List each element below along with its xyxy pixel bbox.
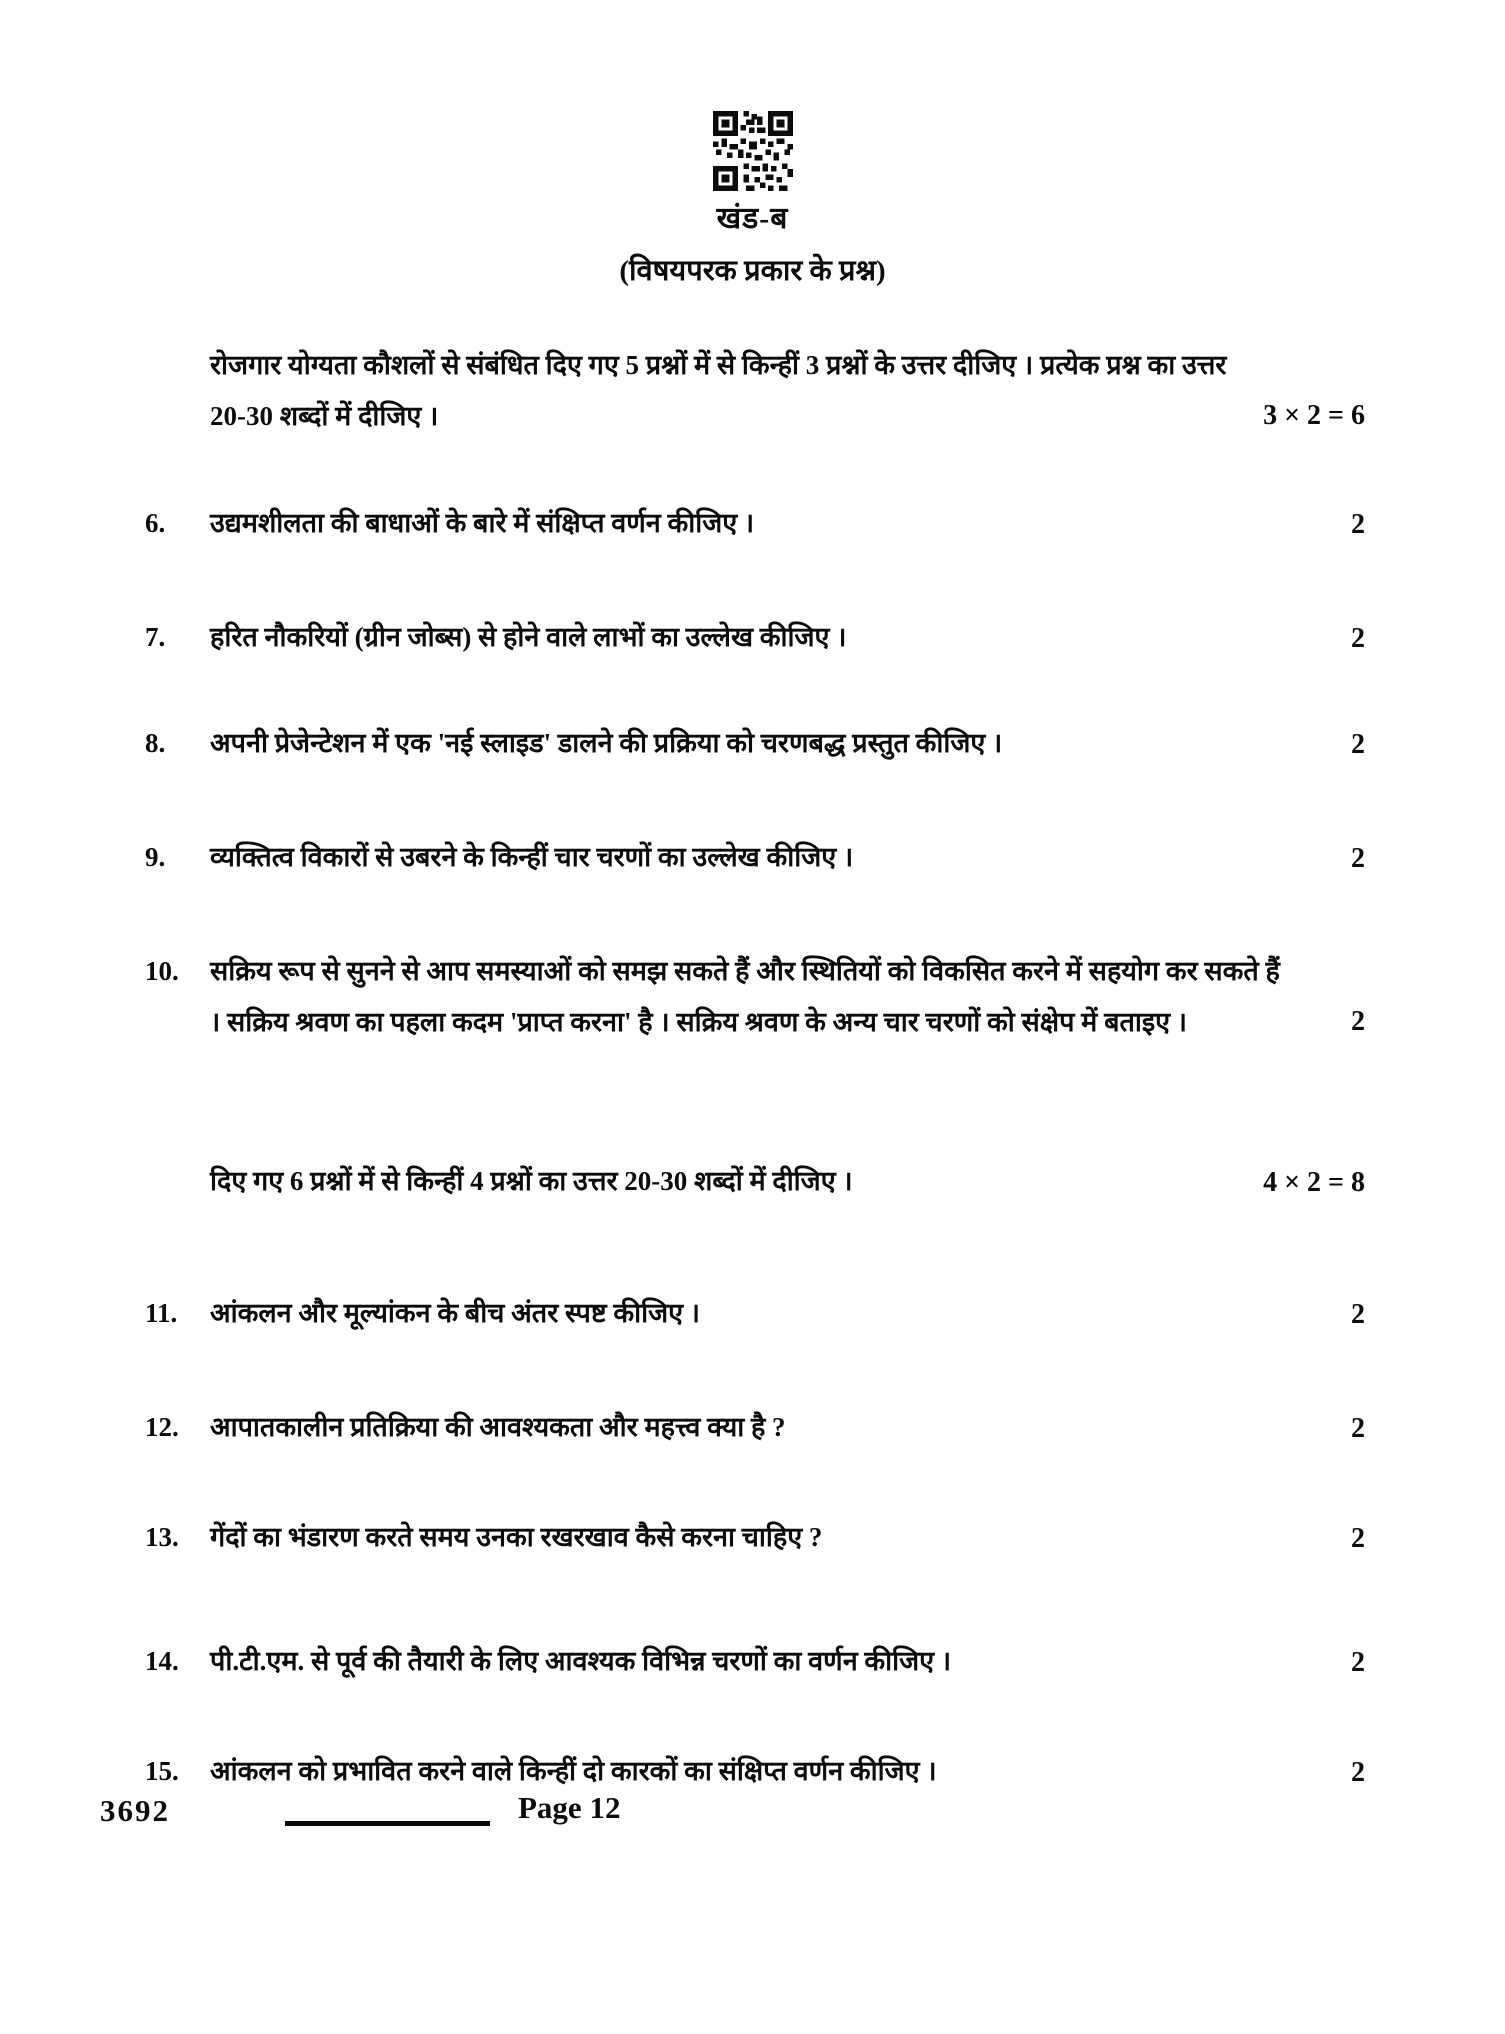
page-number-label: Page 12 [518,1790,621,1825]
question-marks: 2 [1351,1523,1365,1554]
question-marks: 2 [1351,1413,1365,1444]
section-subtitle: (विषयपरक प्रकार के प्रश्न) [619,255,886,287]
section-title: खंड-ब [716,202,789,235]
question-text: आपातकालीन प्रतिक्रिया की आवश्यकता और महत्त्व क्या है ? [210,1412,786,1442]
question-text: गेंदों का भंडारण करते समय उनका रखरखाव कैसे करना चाहिए ? [210,1522,823,1552]
question-text: आंकलन और मूल्यांकन के बीच अंतर स्पष्ट कीजिए । [210,1298,701,1328]
question-row-15 [145,1746,1365,1799]
instruction-text: दिए गए 6 प्रश्नों में से किन्हीं 4 प्रश्नों का उत्तर 20-30 शब्दों में दीजिए । [210,1166,853,1196]
question-number: 10. [145,956,179,986]
question-marks: 2 [1351,1006,1365,1038]
question-marks: 2 [1351,843,1365,874]
question-text: आंकलन को प्रभावित करने वाले किन्हीं दो कारकों का संक्षिप्त वर्णन कीजिए । [210,1756,937,1786]
qr-code-container [0,110,1505,192]
question-text: व्यक्तित्व विकारों से उबरने के किन्हीं चार चरणों का उल्लेख कीजिए । [210,842,854,872]
question-row-8 [145,718,1365,771]
instruction-marks: 3 × 2 = 6 [1263,400,1365,432]
question-text: पी.टी.एम. से पूर्व की तैयारी के लिए आवश्यक विभिन्न चरणों का वर्णन कीजिए । [210,1646,952,1676]
question-marks: 2 [1351,1757,1365,1788]
question-number: 8. [145,728,166,758]
question-number: 7. [145,622,166,652]
qr-code-icon [713,110,793,192]
question-number: 9. [145,842,166,872]
question-row-9 [145,832,1365,885]
question-text: हरित नौकरियों (ग्रीन जोब्स) से होने वाले लाभों का उल्लेख कीजिए । [210,622,847,652]
paper-code: 3692 [100,1793,170,1828]
question-row-14 [145,1636,1365,1689]
question-number: 6. [145,508,166,538]
instruction-marks: 4 × 2 = 8 [1263,1167,1365,1198]
question-number: 12. [145,1412,179,1442]
question-number: 15. [145,1756,179,1786]
question-text: अपनी प्रेजेन्टेशन में एक 'नई स्लाइड' डालने की प्रक्रिया को चरणबद्ध प्रस्तुत कीजिए । [210,728,1003,758]
question-row-7 [145,612,1365,665]
question-marks: 2 [1351,1299,1365,1330]
instruction-text: रोजगार योग्यता कौशलों से संबंधित दिए गए 5 प्रश्नों में से किन्हीं 3 प्रश्नों के उत्तर दीजिए । प्रत्येक प्रश्न का उत्तर 20-30 शब्दों में दीजिए । [210,350,1227,432]
question-text: सक्रिय रूप से सुनने से आप समस्याओं को समझ सकते हैं और स्थितियों को विकसित करने में सहयोग कर सकते हैं । सक्रिय श्रवण का पहला कदम 'प्राप्त करना' है । सक्रिय श्रवण के अन्य चार चरणों को संक्षेप में बताइए । [210,956,1280,1038]
question-row-6 [145,498,1365,551]
question-marks: 2 [1351,1647,1365,1678]
question-row-12 [145,1402,1365,1455]
instruction-block-1 [210,340,1365,443]
question-number: 13. [145,1522,179,1552]
question-row-10 [145,946,1365,1049]
question-number: 11. [145,1298,178,1328]
instruction-block-2 [210,1156,1365,1209]
question-marks: 2 [1351,729,1365,760]
footer-divider [285,1821,490,1826]
question-marks: 2 [1351,623,1365,654]
question-row-13 [145,1512,1365,1565]
question-number: 14. [145,1646,179,1676]
question-marks: 2 [1351,509,1365,540]
question-text: उद्यमशीलता की बाधाओं के बारे में संक्षिप्त वर्णन कीजिए । [210,508,755,538]
question-row-11 [145,1288,1365,1341]
